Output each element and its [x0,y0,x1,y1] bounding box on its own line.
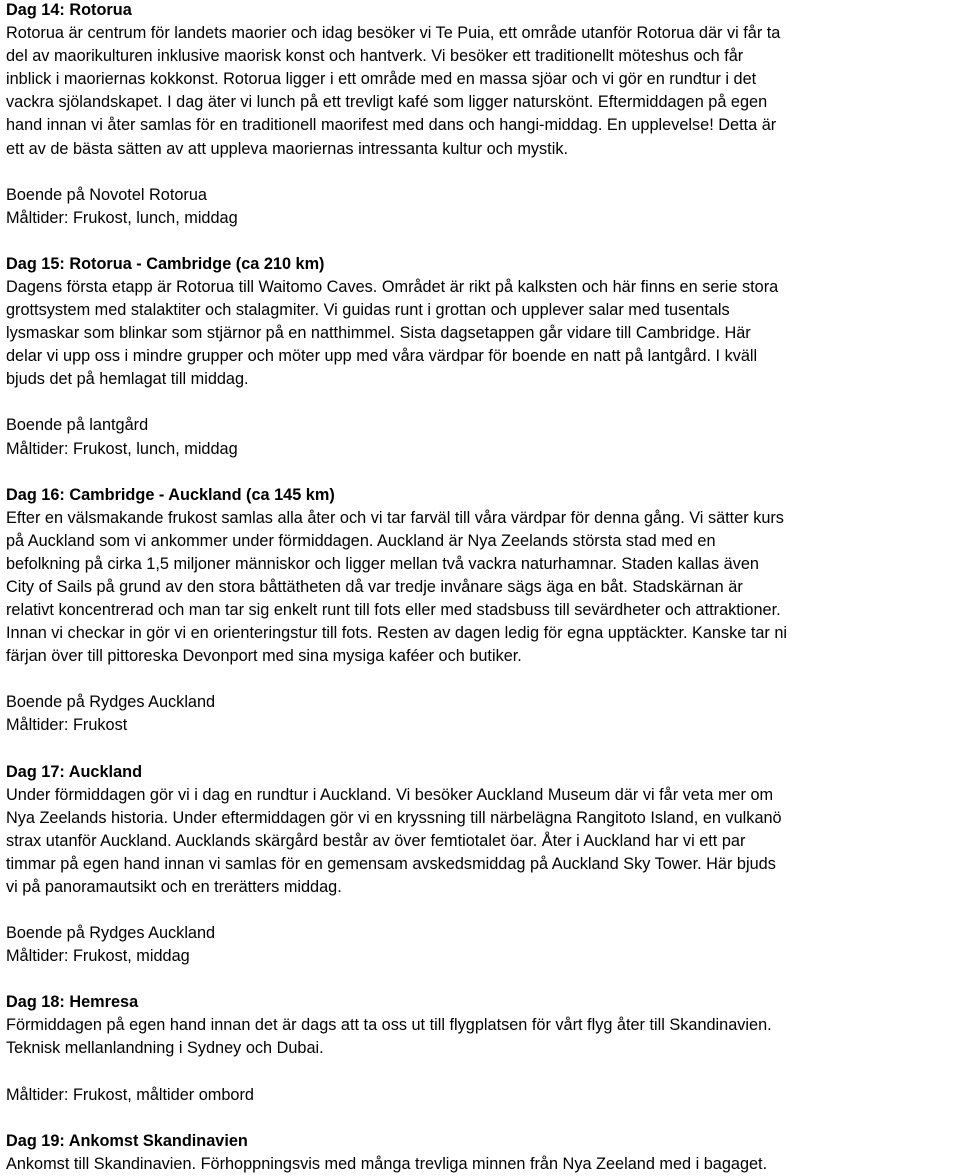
day-19-description: Ankomst till Skandinavien. Förhoppningsvis med många trevliga minnen från Nya Zeeland med i bagaget. [6,1154,768,1173]
day-16-meals: Måltider: Frukost [6,716,128,735]
day-15-description: Dagens första etapp är Rotorua till Waitomo Caves. Området är rikt på kalksten och här finns en serie stora grottsystem med stalaktiter och stalagmiter. Vi guidas runt i grottan och upplever salar med tusentals lysmaskar som blinkar som stjärnor på en natthimmel. Sista dagsetappen går vidare till Cambridge. Här delar vi upp oss i mindre grupper och möter upp med våra värdpar för boende en natt på lantgård. I kväll bjuds det på hemlagat till middag. [6,277,779,389]
day-19-section [6,1130,958,1176]
day-17-title: Dag 17: Auckland [6,762,143,781]
day-15-title: Dag 15: Rotorua - Cambridge (ca 210 km) [6,254,325,273]
day-15-meals: Måltider: Frukost, lunch, middag [6,439,238,458]
day-14-meals: Måltider: Frukost, lunch, middag [6,208,238,227]
day-17-meals: Måltider: Frukost, middag [6,947,190,966]
day-14-description: Rotorua är centrum för landets maorier och idag besöker vi Te Puia, ett område utanför Rotorua där vi får ta del av maorikulturen inklusive maorisk konst och hantverk. Vi besöker ett traditionellt möteshus och får inblick i maoriernas kokkonst. Rotorua ligger i ett område med en massa sjöar och vi gör en rundtur i det vackra sjölandskapet. I dag äter vi lunch på ett trevligt kafé som ligger naturskönt. Eftermiddagen på egen hand innan vi åter samlas för en traditionell maorifest med dans och hangi-middag. En upplevelse! Detta är ett av de bästa sätten av att uppleva maoriernas intressanta kultur och mystik. [6,24,781,158]
day-16-accommodation: Boende på Rydges Auckland [6,693,216,712]
day-16-title: Dag 16: Cambridge - Auckland (ca 145 km) [6,485,335,504]
day-18-description: Förmiddagen på egen hand innan det är dags att ta oss ut till flygplatsen för vårt flyg åter till Skandinavien. Teknisk mellanlandning i Sydney och Dubai. [6,1016,772,1058]
day-18-section [6,991,958,1129]
day-17-section [6,761,958,992]
itinerary-page [6,0,958,1176]
day-17-description: Under förmiddagen gör vi i dag en rundtur i Auckland. Vi besöker Auckland Museum där vi får veta mer om Nya Zeelands historia. Under eftermiddagen gör vi en kryssning till närbelägna Rangitoto Island, en vulkanö strax utanför Auckland. Aucklands skärgård består av över femtiotalet öar. Åter i Auckland har vi ett par timmar på egen hand innan vi samlas för en gemensam avskedsmiddag på Auckland Sky Tower. Här bjuds vi på panoramautsikt och en trerätters middag. [6,785,782,896]
day-19-title: Dag 19: Ankomst Skandinavien [6,1131,248,1150]
day-18-meals: Måltider: Frukost, måltider ombord [6,1085,254,1104]
day-14-title: Dag 14: Rotorua [6,1,132,19]
day-14-section [6,0,958,253]
day-16-section [6,484,958,761]
day-15-section [6,253,958,484]
day-15-accommodation: Boende på lantgård [6,416,149,435]
day-14-accommodation: Boende på Novotel Rotorua [6,185,207,204]
day-18-title: Dag 18: Hemresa [6,993,139,1012]
day-17-accommodation: Boende på Rydges Auckland [6,924,216,943]
day-16-description: Efter en välsmakande frukost samlas alla åter och vi tar farväl till våra värdpar för denna gång. Vi sätter kurs på Auckland som vi ankommer under förmiddagen. Auckland är Nya Zeelands största stad med en befolkning på cirka 1,5 miljoner människor och ligger mellan två vackra naturhamnar. Staden kallas även City of Sails på grund av den stora båttätheten då var tredje invånare sägs äga en båt. Stadskärnan är relativt koncentrerad och man tar sig enkelt runt till fots eller med stadsbuss till sevärdheter och attraktioner. Innan vi checkar in gör vi en orienteringstur till fots. Resten av dagen ledig för egna upptäckter. Kanske tar ni färjan över till pittoreska Devonport med sina mysiga kaféer och butiker. [6,508,788,666]
